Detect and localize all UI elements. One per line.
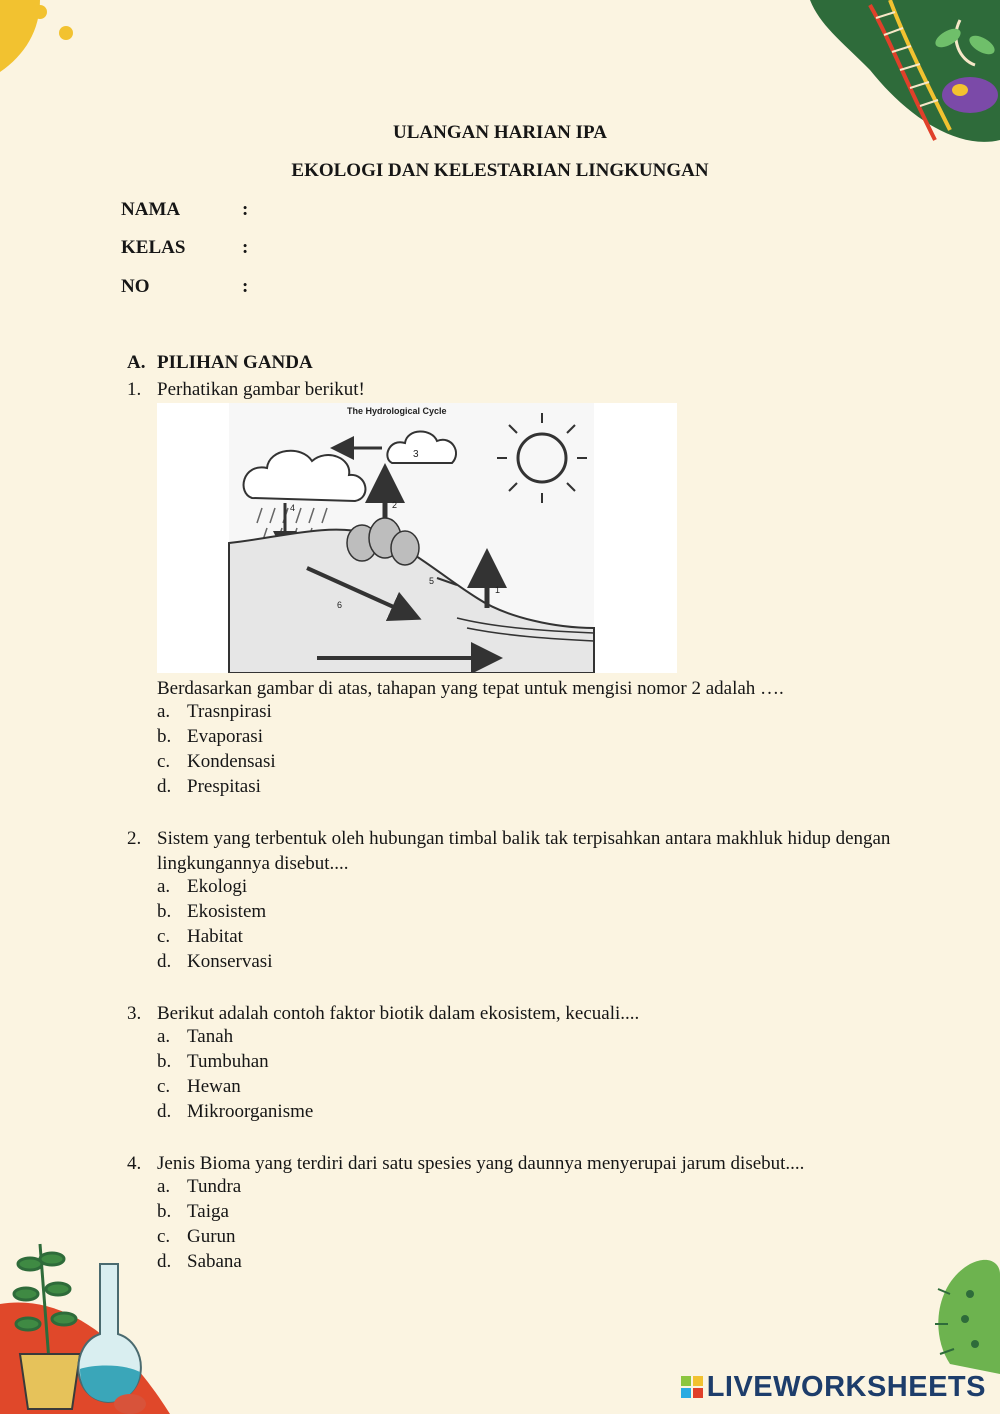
option-letter: b. [157,726,172,747]
option-letter: c. [157,1076,171,1097]
option-text: Habitat [187,926,243,947]
question-1-option-d[interactable] [157,776,261,798]
option-text: Evaporasi [187,726,263,747]
field-label-kelas: KELAS [121,237,186,258]
question-3-option-c[interactable] [157,1076,241,1098]
question-4-option-b[interactable] [157,1201,229,1223]
option-text: Gurun [187,1226,236,1247]
option-text: Tanah [187,1026,234,1047]
option-text: Ekologi [187,876,248,897]
option-text: Trasnpirasi [187,701,272,722]
liveworksheets-logo-icon [681,1376,703,1398]
question-2-option-c[interactable] [157,926,243,948]
question-text: Sistem yang terbentuk oleh hubungan timbal balik tak terpisahkan antara makhluk hidup dengan lingkungannya disebut.... [157,828,891,874]
field-colon-kelas: : [242,237,249,258]
option-letter: a. [157,876,171,897]
question-3-option-b[interactable] [157,1051,269,1073]
option-text: Tundra [187,1176,242,1197]
option-letter: d. [157,1101,172,1122]
question-3-option-d[interactable] [157,1101,313,1123]
corner-moon-decoration-icon [0,0,90,90]
question-text: Jenis Bioma yang terdiri dari satu spesies yang daunnya menyerupai jarum disebut.... [157,1153,805,1174]
question-4-option-c[interactable] [157,1226,236,1248]
figure-label-4: 4 [290,503,296,513]
question-3-option-a[interactable] [157,1026,233,1048]
figure-label-3: 3 [413,449,419,460]
option-letter: b. [157,1201,172,1222]
option-text: Taiga [187,1201,229,1222]
figure-label-5: 5 [429,576,435,586]
liveworksheets-logo[interactable] [681,1371,986,1404]
question-2-option-b[interactable] [157,901,266,923]
question-text: Perhatikan gambar berikut! [157,379,365,400]
option-text: Prespitasi [187,776,261,797]
question-number: 1. [127,379,142,400]
page-title: ULANGAN HARIAN IPA [393,122,607,143]
question-1-option-b[interactable] [157,726,263,748]
figure-label-1: 1 [495,585,501,595]
option-letter: a. [157,701,171,722]
section-heading [127,352,313,374]
question-2-option-a[interactable] [157,876,247,898]
option-text: Konservasi [187,951,273,972]
option-text: Hewan [187,1076,241,1097]
question-text: Berikut adalah contoh faktor biotik dalam ekosistem, kecuali.... [157,1003,640,1024]
option-letter: d. [157,951,172,972]
option-letter: b. [157,1051,172,1072]
field-colon-no: : [242,276,249,297]
option-letter: c. [157,751,171,772]
bacteria-decoration-icon [920,1254,1000,1374]
option-letter: a. [157,1176,171,1197]
brand-text: LIVEWORKSHEETS [706,1371,986,1403]
question-number: 4. [127,1153,142,1174]
section-title: PILIHAN GANDA [157,352,313,373]
question-1-option-a[interactable] [157,701,272,723]
option-text: Kondensasi [187,751,276,772]
field-colon-nama: : [242,199,249,220]
field-label-no: NO [121,276,150,297]
figure-caption: The Hydrological Cycle [347,406,447,416]
figure-label-2: 2 [392,500,398,510]
option-letter: d. [157,1251,172,1272]
question-4-option-a[interactable] [157,1176,241,1198]
option-letter: c. [157,926,171,947]
option-letter: d. [157,776,172,797]
question-1-option-c[interactable] [157,751,276,773]
option-letter: a. [157,1026,171,1047]
field-label-nama: NAMA [121,199,181,220]
option-letter: c. [157,1226,171,1247]
option-letter: b. [157,901,172,922]
hydrological-cycle-figure [157,403,677,673]
option-text: Sabana [187,1251,242,1272]
question-number: 3. [127,1003,142,1024]
question-4-option-d[interactable] [157,1251,242,1273]
option-text: Mikroorganisme [187,1101,314,1122]
question-1-followup: Berdasarkan gambar di atas, tahapan yang tepat untuk mengisi nomor 2 adalah …. [157,678,784,699]
option-text: Ekosistem [187,901,267,922]
figure-label-6: 6 [337,600,343,610]
question-number: 2. [127,828,142,849]
question-2-option-d[interactable] [157,951,272,973]
page-subtitle: EKOLOGI DAN KELESTARIAN LINGKUNGAN [291,160,709,181]
section-marker: A. [127,352,146,373]
option-text: Tumbuhan [187,1051,269,1072]
hydrological-cycle-diagram-icon [157,403,677,673]
